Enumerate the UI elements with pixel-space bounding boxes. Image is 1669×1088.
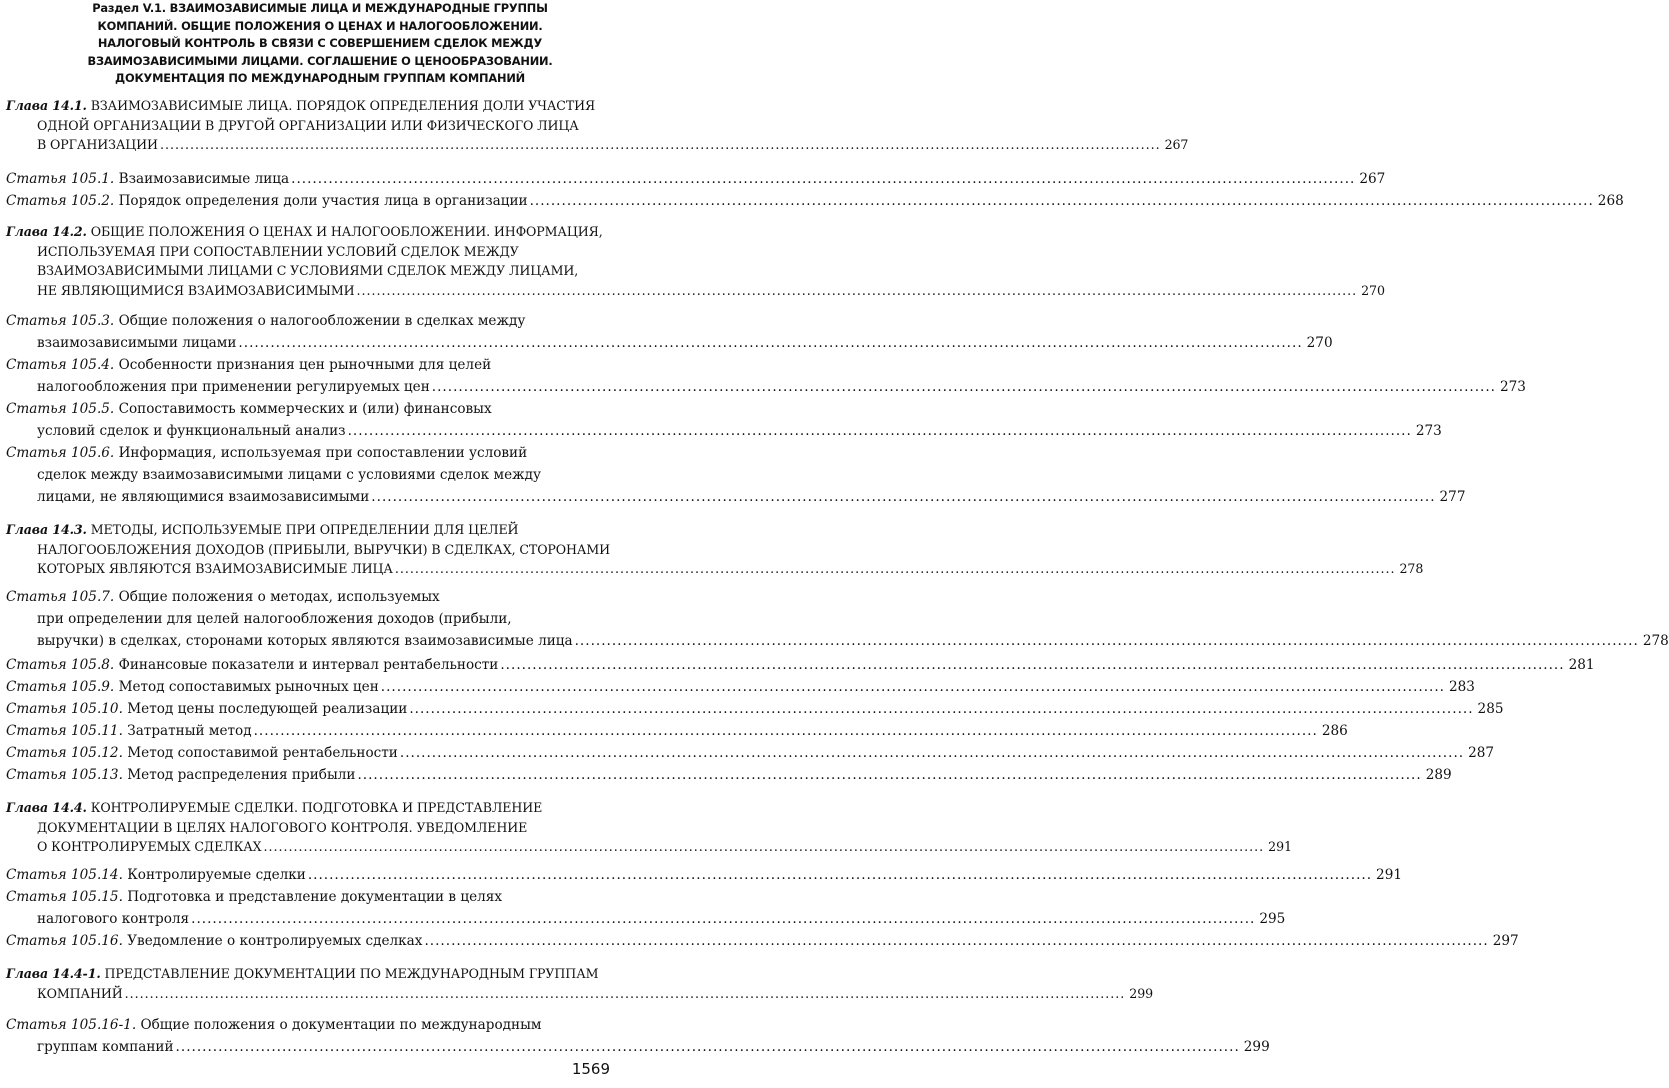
toc-page-number: 267 xyxy=(1164,137,1189,152)
toc-article-entry[interactable] xyxy=(6,586,1669,652)
toc-page-number: 291 xyxy=(1268,839,1292,854)
toc-page-number: 278 xyxy=(1642,633,1669,649)
toc-entry-title: Финансовые показатели и интервал рентабельности xyxy=(118,657,499,673)
toc-entry-text xyxy=(6,313,525,329)
dot-leader: ........................................................................................................................................................................................................ xyxy=(394,561,1396,576)
toc-entry-text xyxy=(37,118,579,133)
toc-entry-text xyxy=(37,1036,174,1058)
toc-article-entry[interactable] xyxy=(6,1014,1270,1058)
toc-entry-text xyxy=(37,467,541,483)
toc-entry-title: КОТОРЫХ ЯВЛЯЮТСЯ ВЗАИМОЗАВИСИМЫЕ ЛИЦА xyxy=(37,561,393,576)
toc-chapter-entry[interactable] xyxy=(6,96,1189,155)
toc-entry-label: Статья 105.12. xyxy=(6,745,123,761)
toc-entry-text xyxy=(6,357,491,373)
toc-line xyxy=(6,442,622,464)
toc-entry-title: Метод сопоставимой рентабельности xyxy=(127,745,398,761)
dot-leader: ........................................................................................................................................................................................................ xyxy=(500,657,1565,673)
toc-page-number: 299 xyxy=(1129,985,1154,1001)
toc-article-entry[interactable] xyxy=(6,168,1386,190)
dot-leader: ........................................................................................................................................................................................................ xyxy=(529,193,1594,209)
toc-article-entry[interactable] xyxy=(6,864,1402,886)
toc-entry-text xyxy=(6,698,407,720)
toc-entry-title: Общие положения о налогообложении в сделках между xyxy=(118,313,526,329)
toc-chapter-entry[interactable] xyxy=(6,222,1385,300)
toc-article-entry[interactable] xyxy=(6,676,1475,698)
toc-line xyxy=(6,135,1189,155)
toc-entry-title: налогового контроля xyxy=(37,911,190,927)
toc-entry-title: ВЗАИМОЗАВИСИМЫЕ ЛИЦА. ПОРЯДОК ОПРЕДЕЛЕНИЯ ДОЛИ УЧАСТИЯ xyxy=(90,98,596,113)
toc-entry-title: Сопоставимость коммерческих и (или) финансовых xyxy=(118,401,492,417)
toc-entry-text xyxy=(37,908,189,930)
toc-line xyxy=(6,559,1424,579)
section-header-line: ВЗАИМОЗАВИСИМЫМИ ЛИЦАМИ. СОГЛАШЕНИЕ О ЦЕНООБРАЗОВАНИИ. xyxy=(87,53,553,68)
dot-leader: ........................................................................................................................................................................................................ xyxy=(263,839,1265,854)
toc-line xyxy=(6,630,1669,652)
toc-entry-title: лицами, не являющимися взаимозависимыми xyxy=(37,489,370,505)
toc-entry-label: Глава 14.2. xyxy=(6,224,87,239)
toc-entry-text xyxy=(6,742,398,764)
dot-leader: ........................................................................................................................................................................................................ xyxy=(380,679,1445,695)
toc-entry-title: ВЗАИМОЗАВИСИМЫМИ ЛИЦАМИ С УСЛОВИЯМИ СДЕЛОК МЕЖДУ ЛИЦАМИ, xyxy=(37,263,579,278)
toc-page-number: 281 xyxy=(1568,657,1595,673)
toc-line xyxy=(6,698,1504,720)
dot-leader: ........................................................................................................................................................................................................ xyxy=(175,1039,1240,1055)
dot-leader: ........................................................................................................................................................................................................ xyxy=(399,745,1465,761)
toc-entry-text xyxy=(6,800,542,815)
toc-article-entry[interactable] xyxy=(6,442,1466,508)
toc-page-number: 297 xyxy=(1492,933,1519,949)
toc-page-number: 283 xyxy=(1449,679,1475,695)
toc-entry-text xyxy=(37,837,262,857)
toc-line xyxy=(6,676,1475,698)
toc-entry-title: Информация, используемая при сопоставлении условий xyxy=(118,445,528,461)
toc-entry-text xyxy=(37,420,346,442)
toc-entry-text xyxy=(6,98,595,113)
toc-entry-text xyxy=(37,244,519,259)
toc-entry-label: Статья 105.16-1. xyxy=(6,1017,137,1033)
dot-leader: ........................................................................................................................................................................................................ xyxy=(307,867,1373,883)
toc-entry-title: Особенности признания цен рыночными для целей xyxy=(118,357,492,373)
toc-page-number: 286 xyxy=(1321,723,1348,739)
toc-entry-text xyxy=(6,445,527,461)
toc-entry-title: МЕТОДЫ, ИСПОЛЬЗУЕМЫЕ ПРИ ОПРЕДЕЛЕНИИ ДЛЯ ЦЕЛЕЙ xyxy=(90,522,519,537)
toc-line xyxy=(6,984,1154,1004)
toc-article-entry[interactable] xyxy=(6,654,1595,676)
toc-entry-label: Статья 105.9. xyxy=(6,679,115,695)
toc-line xyxy=(6,398,622,420)
toc-line xyxy=(6,908,1286,930)
toc-entry-title: налогообложения при применении регулируемых цен xyxy=(37,379,430,395)
toc-entry-text xyxy=(37,135,158,155)
toc-entry-text xyxy=(37,542,610,557)
toc-article-entry[interactable] xyxy=(6,310,1333,354)
toc-line xyxy=(6,818,622,838)
toc-entry-title: Контролируемые сделки xyxy=(127,867,306,883)
toc-page-number: 277 xyxy=(1439,489,1466,505)
toc-line xyxy=(6,964,622,984)
toc-entry-text xyxy=(6,864,306,886)
toc-page-number: 270 xyxy=(1306,335,1333,351)
toc-line xyxy=(6,742,1495,764)
toc-entry-title: Подготовка и представление документации в целях xyxy=(127,889,503,905)
toc-entry-title: ПРЕДСТАВЛЕНИЕ ДОКУМЕНТАЦИИ ПО МЕЖДУНАРОДНЫМ ГРУППАМ xyxy=(104,966,599,981)
toc-entry-label: Статья 105.3. xyxy=(6,313,115,329)
toc-entry-label: Статья 105.5. xyxy=(6,401,115,417)
toc-entry-text xyxy=(37,611,512,627)
section-header xyxy=(40,0,600,88)
toc-entry-title: Уведомление о контролируемых сделках xyxy=(127,933,423,949)
toc-entry-text xyxy=(6,224,603,239)
toc-line xyxy=(6,1014,622,1036)
toc-line xyxy=(6,332,1333,354)
toc-entry-title: ОБЩИЕ ПОЛОЖЕНИЯ О ЦЕНАХ И НАЛОГООБЛОЖЕНИИ. ИНФОРМАЦИЯ, xyxy=(90,224,603,239)
toc-entry-title: Метод сопоставимых рыночных цен xyxy=(118,679,379,695)
toc-entry-text xyxy=(6,966,598,981)
toc-entry-label: Статья 105.2. xyxy=(6,193,115,209)
toc-line xyxy=(6,222,622,242)
toc-line xyxy=(6,242,622,262)
toc-article-entry[interactable] xyxy=(6,720,1348,742)
toc-line xyxy=(6,520,622,540)
toc-entry-title: группам компаний xyxy=(37,1039,174,1055)
toc-entry-title: НЕ ЯВЛЯЮЩИМИСЯ ВЗАИМОЗАВИСИМЫМИ xyxy=(37,282,355,298)
toc-entry-title: условий сделок и функциональный анализ xyxy=(37,423,346,439)
toc-entry-title: выручки) в сделках, сторонами которых являются взаимозависимые лица xyxy=(37,633,573,649)
page-number: 1569 xyxy=(571,1060,610,1078)
toc-entry-text xyxy=(6,764,355,786)
toc-page-number: 295 xyxy=(1259,911,1286,927)
toc-entry-label: Статья 105.11. xyxy=(6,723,123,739)
toc-page-number: 291 xyxy=(1376,867,1402,883)
toc-line xyxy=(6,486,1466,508)
dot-leader: ........................................................................................................................................................................................................ xyxy=(424,933,1489,949)
toc-entry-title: сделок между взаимозависимыми лицами с условиями сделок между xyxy=(37,467,541,483)
toc-entry-title: В ОРГАНИЗАЦИИ xyxy=(37,137,158,152)
toc-article-entry[interactable] xyxy=(6,764,1452,786)
dot-leader: ........................................................................................................................................................................................................ xyxy=(356,282,1358,298)
toc-line xyxy=(6,586,622,608)
toc-line xyxy=(6,96,622,116)
toc-article-entry[interactable] xyxy=(6,930,1519,952)
toc-entry-text xyxy=(37,376,430,398)
toc-line xyxy=(6,798,622,818)
toc-entry-text xyxy=(37,486,369,508)
toc-entry-label: Статья 105.6. xyxy=(6,445,115,461)
section-header-line: Раздел V.1. ВЗАИМОЗАВИСИМЫЕ ЛИЦА И МЕЖДУНАРОДНЫЕ ГРУППЫ xyxy=(92,1,548,15)
toc-line xyxy=(6,354,622,376)
dot-leader: ........................................................................................................................................................................................................ xyxy=(124,985,1126,1001)
toc-entry-text xyxy=(6,1017,541,1033)
toc-entry-label: Глава 14.3. xyxy=(6,522,87,537)
toc-entry-title: НАЛОГООБЛОЖЕНИЯ ДОХОДОВ (ПРИБЫЛИ, ВЫРУЧКИ) В СДЕЛКАХ, СТОРОНАМИ xyxy=(37,541,611,557)
toc-entry-text xyxy=(37,263,578,278)
section-header-line: КОМПАНИЙ. ОБЩИЕ ПОЛОЖЕНИЯ О ЦЕНАХ И НАЛОГООБЛОЖЕНИИ. xyxy=(97,18,543,33)
toc-line xyxy=(6,1036,1270,1058)
toc-entry-text xyxy=(6,930,422,952)
toc-entry-text xyxy=(6,190,528,212)
toc-chapter-entry[interactable] xyxy=(6,964,1154,1003)
toc-page-number: 268 xyxy=(1597,193,1624,209)
toc-entry-label: Глава 14.4-1. xyxy=(6,966,101,981)
toc-line xyxy=(6,886,622,908)
dot-leader: ........................................................................................................................................................................................................ xyxy=(357,767,1422,783)
toc-entry-title: ДОКУМЕНТАЦИИ В ЦЕЛЯХ НАЛОГОВОГО КОНТРОЛЯ. УВЕДОМЛЕНИЕ xyxy=(37,819,528,835)
toc-line xyxy=(6,720,1348,742)
toc-entry-title: ИСПОЛЬЗУЕМАЯ ПРИ СОПОСТАВЛЕНИИ УСЛОВИЙ СДЕЛОК МЕЖДУ xyxy=(37,243,519,259)
dot-leader: ........................................................................................................................................................................................................ xyxy=(191,911,1256,927)
toc-entry-title: при определении для целей налогообложения доходов (прибыли, xyxy=(37,611,512,627)
toc-page-number: 273 xyxy=(1500,379,1526,395)
toc-page-number: 287 xyxy=(1468,745,1495,761)
toc-entry-text xyxy=(6,168,289,190)
dot-leader: ........................................................................................................................................................................................................ xyxy=(253,723,1318,739)
toc-entry-title: ОДНОЙ ОРГАНИЗАЦИИ В ДРУГОЙ ОРГАНИЗАЦИИ ИЛИ ФИЗИЧЕСКОГО ЛИЦА xyxy=(37,117,579,133)
toc-article-entry[interactable] xyxy=(6,742,1495,764)
dot-leader: ........................................................................................................................................................................................................ xyxy=(238,335,1303,351)
toc-page-number: 285 xyxy=(1477,701,1504,717)
toc-line xyxy=(6,540,622,560)
toc-line xyxy=(6,864,1402,886)
toc-line xyxy=(6,116,622,136)
toc-page-number: 267 xyxy=(1359,171,1386,187)
toc-line xyxy=(6,464,622,486)
toc-line xyxy=(6,608,622,630)
dot-leader: ........................................................................................................................................................................................................ xyxy=(574,633,1639,649)
toc-entry-title: Затратный метод xyxy=(127,723,252,739)
toc-page-number: 289 xyxy=(1425,767,1452,783)
dot-leader: ........................................................................................................................................................................................................ xyxy=(291,171,1356,187)
toc-entry-text xyxy=(37,332,236,354)
toc-chapter-entry[interactable] xyxy=(6,798,1292,857)
toc-line xyxy=(6,281,1385,301)
toc-article-entry[interactable] xyxy=(6,886,1286,930)
toc-entry-label: Статья 105.4. xyxy=(6,357,115,373)
toc-entry-text xyxy=(6,522,518,537)
toc-entry-title: О КОНТРОЛИРУЕМЫХ СДЕЛКАХ xyxy=(37,839,262,854)
toc-line xyxy=(6,654,1595,676)
dot-leader: ........................................................................................................................................................................................................ xyxy=(431,379,1496,395)
toc-line xyxy=(6,376,1526,398)
toc-entry-label: Статья 105.15. xyxy=(6,889,123,905)
toc-article-entry[interactable] xyxy=(6,354,1526,398)
toc-entry-label: Статья 105.13. xyxy=(6,767,123,783)
toc-line xyxy=(6,168,1386,190)
dot-leader: ........................................................................................................................................................................................................ xyxy=(347,423,1412,439)
section-header-line: ДОКУМЕНТАЦИЯ ПО МЕЖДУНАРОДНЫМ ГРУППАМ КОМПАНИЙ xyxy=(115,71,525,86)
toc-entry-text xyxy=(37,281,355,301)
toc-page-number: 270 xyxy=(1361,282,1385,298)
toc-entry-title: Метод цены последующей реализации xyxy=(127,701,408,717)
toc-entry-title: Общие положения о документации по международным xyxy=(140,1017,542,1033)
toc-entry-text xyxy=(37,630,573,652)
dot-leader: ........................................................................................................................................................................................................ xyxy=(371,489,1436,505)
toc-page-number: 299 xyxy=(1243,1039,1270,1055)
toc-article-entry[interactable] xyxy=(6,398,1442,442)
toc-entry-text xyxy=(6,654,498,676)
toc-entry-title: Метод распределения прибыли xyxy=(127,767,356,783)
toc-article-entry[interactable] xyxy=(6,190,1624,212)
toc-entry-label: Статья 105.7. xyxy=(6,589,115,605)
toc-entry-text xyxy=(6,401,492,417)
toc-entry-text xyxy=(37,984,123,1004)
toc-entry-label: Глава 14.4. xyxy=(6,800,87,815)
toc-article-entry[interactable] xyxy=(6,698,1504,720)
toc-line xyxy=(6,764,1452,786)
toc-line xyxy=(6,930,1519,952)
toc-entry-label: Статья 105.10. xyxy=(6,701,123,717)
toc-entry-label: Статья 105.1. xyxy=(6,171,115,187)
dot-leader: ........................................................................................................................................................................................................ xyxy=(409,701,1474,717)
toc-entry-label: Глава 14.1. xyxy=(6,98,87,113)
toc-line xyxy=(6,837,1292,857)
toc-entry-title: взаимозависимыми лицами xyxy=(37,335,237,351)
toc-line xyxy=(6,190,1624,212)
toc-entry-title: Взаимозависимые лица xyxy=(118,171,290,187)
toc-entry-title: КОНТРОЛИРУЕМЫЕ СДЕЛКИ. ПОДГОТОВКА И ПРЕДСТАВЛЕНИЕ xyxy=(90,800,543,815)
toc-entry-label: Статья 105.16. xyxy=(6,933,123,949)
toc-line xyxy=(6,310,622,332)
toc-chapter-entry[interactable] xyxy=(6,520,1424,579)
toc-page-number: 273 xyxy=(1415,423,1442,439)
toc-line xyxy=(6,420,1442,442)
toc-line xyxy=(6,261,622,281)
toc-entry-label: Статья 105.8. xyxy=(6,657,115,673)
section-header-line: НАЛОГОВЫЙ КОНТРОЛЬ В СВЯЗИ С СОВЕРШЕНИЕМ СДЕЛОК МЕЖДУ xyxy=(97,36,543,51)
toc-entry-text xyxy=(6,589,440,605)
toc-entry-text xyxy=(37,820,527,835)
toc-page-number: 278 xyxy=(1399,561,1424,576)
toc-entry-text xyxy=(6,889,502,905)
toc-entry-title: Порядок определения доли участия лица в организации xyxy=(118,193,528,209)
toc-entry-title: КОМПАНИЙ xyxy=(37,985,123,1001)
toc-entry-text xyxy=(37,559,393,579)
toc-entry-text xyxy=(6,676,379,698)
toc-entry-text xyxy=(6,720,252,742)
toc-entry-label: Статья 105.14. xyxy=(6,867,123,883)
toc-entry-title: Общие положения о методах, используемых xyxy=(118,589,440,605)
dot-leader: ........................................................................................................................................................................................................ xyxy=(159,137,1161,152)
